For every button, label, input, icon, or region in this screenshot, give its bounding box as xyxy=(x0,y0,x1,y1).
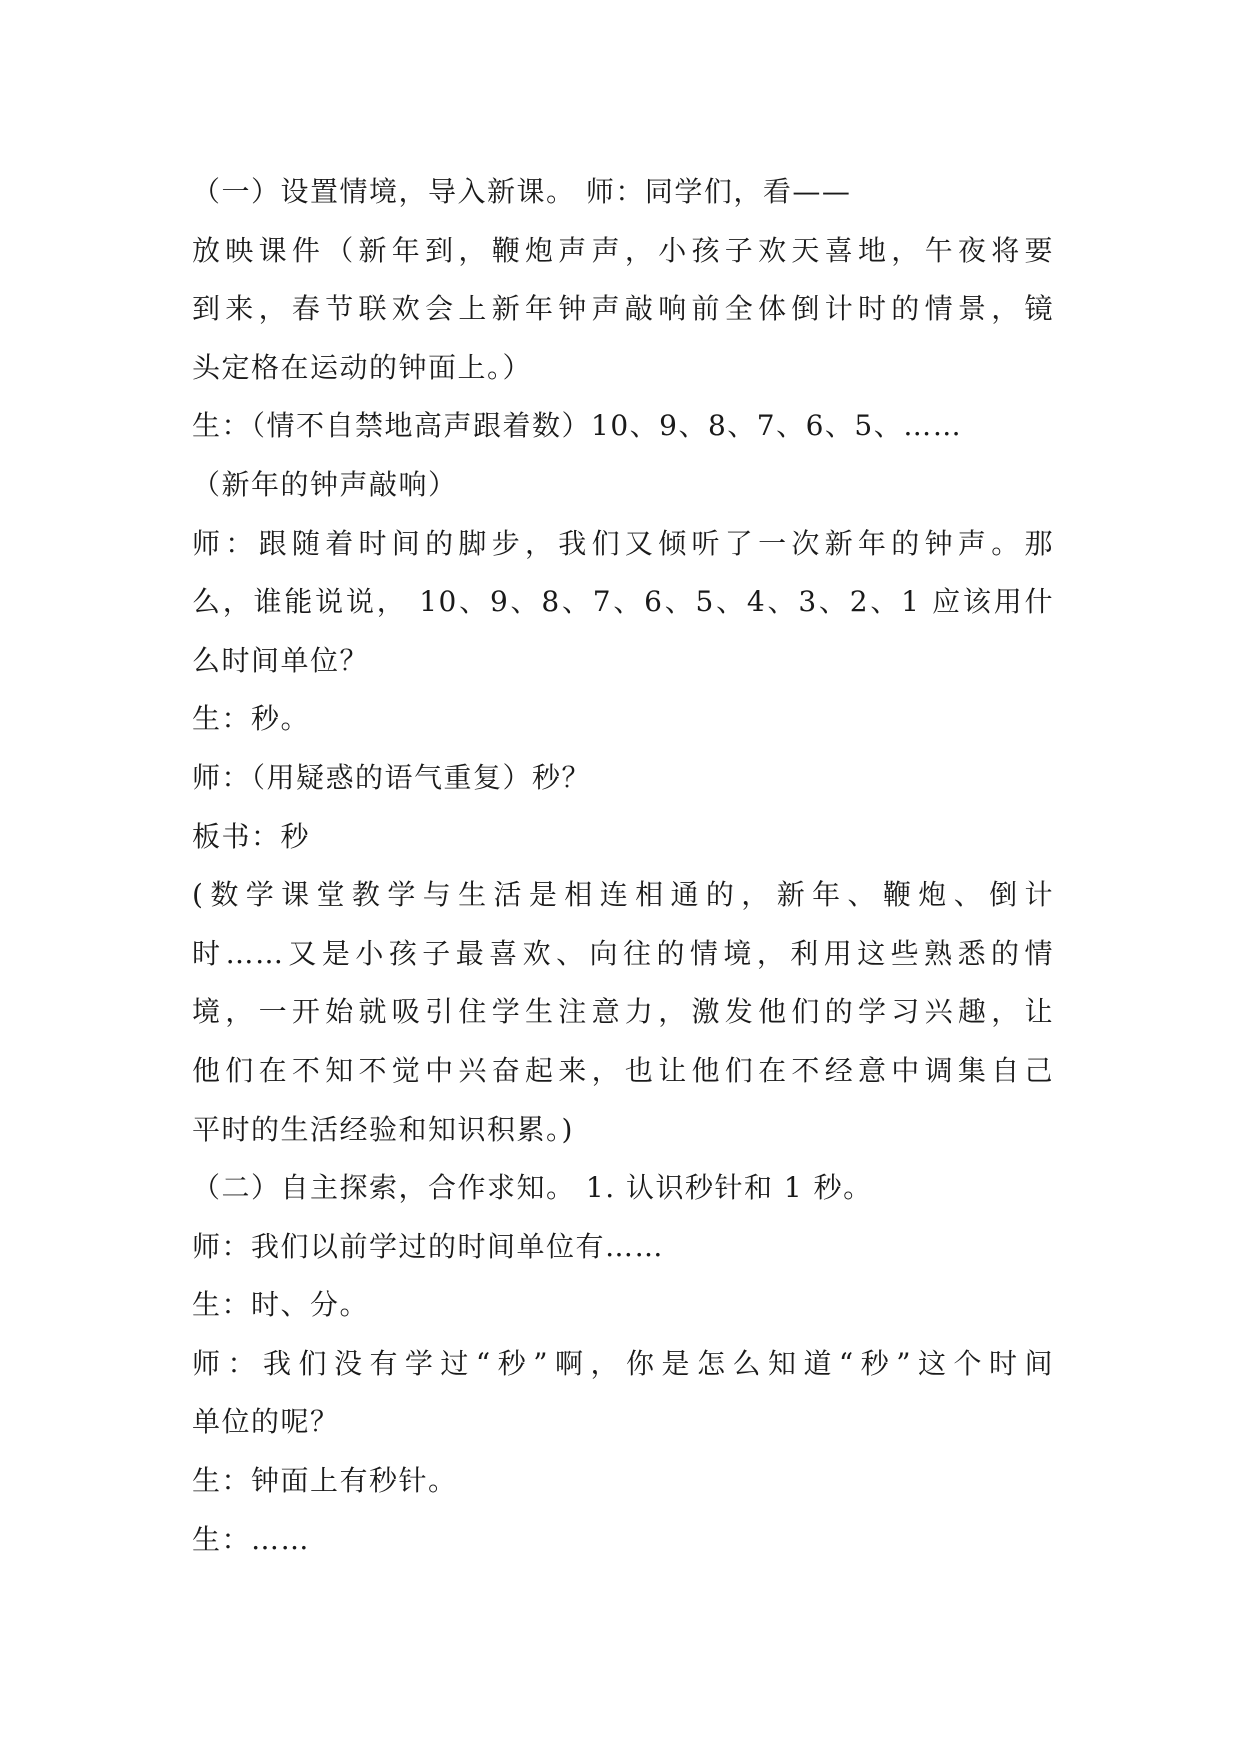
commentary-line: (数学课堂教学与生活是相连相通的，新年、鞭炮、倒计 xyxy=(192,878,1054,912)
dialogue-line: 师：我们以前学过的时间单位有…… xyxy=(192,1229,665,1263)
dialogue-line: 单位的呢？ xyxy=(192,1405,340,1439)
commentary-line: 境，一开始就吸引住学生注意力，激发他们的学习兴趣，让 xyxy=(192,995,1054,1029)
stage-direction: （新年的钟声敲响） xyxy=(192,467,458,501)
dialogue-line: 生：（情不自禁地高声跟着数）10、9、8、7、6、5、…… xyxy=(192,409,963,443)
paragraph-line: 头定格在运动的钟面上。） xyxy=(192,350,533,384)
section-heading-2: （二）自主探索，合作求知。 1. 认识秒针和 1 秒。 xyxy=(192,1171,873,1205)
commentary-line: 他们在不知不觉中兴奋起来，也让他们在不经意中调集自己 xyxy=(192,1053,1054,1087)
section-heading-1: （一）设置情境，导入新课。 师：同学们，看—— xyxy=(192,175,852,208)
paragraph-line: 放映课件（新年到，鞭炮声声，小孩子欢天喜地，午夜将要 xyxy=(192,233,1054,267)
dialogue-line: 生：钟面上有秒针。 xyxy=(192,1464,458,1498)
board-note: 板书：秒 xyxy=(192,819,311,853)
commentary-line: 平时的生活经验和知识积累。) xyxy=(192,1112,574,1146)
dialogue-line: 生：秒。 xyxy=(192,702,311,736)
commentary-line: 时……又是小孩子最喜欢、向往的情境，利用这些熟悉的情 xyxy=(192,936,1054,970)
paragraph-line: 到来，春节联欢会上新年钟声敲响前全体倒计时的情景，镜 xyxy=(192,292,1054,326)
dialogue-line: 师：跟随着时间的脚步，我们又倾听了一次新年的钟声。那 xyxy=(192,526,1054,560)
dialogue-line: 生：…… xyxy=(192,1522,311,1556)
dialogue-line: 师：（用疑惑的语气重复）秒？ xyxy=(192,760,592,794)
document-body xyxy=(192,163,1054,1569)
dialogue-line: 师：我们没有学过“秒”啊，你是怎么知道“秒”这个时间 xyxy=(192,1346,1054,1380)
dialogue-line: 生：时、分。 xyxy=(192,1288,370,1322)
dialogue-line: 么，谁能说说， 10、9、8、7、6、5、4、3、2、1 应该用什 xyxy=(192,585,1054,619)
dialogue-line: 么时间单位？ xyxy=(192,643,370,677)
